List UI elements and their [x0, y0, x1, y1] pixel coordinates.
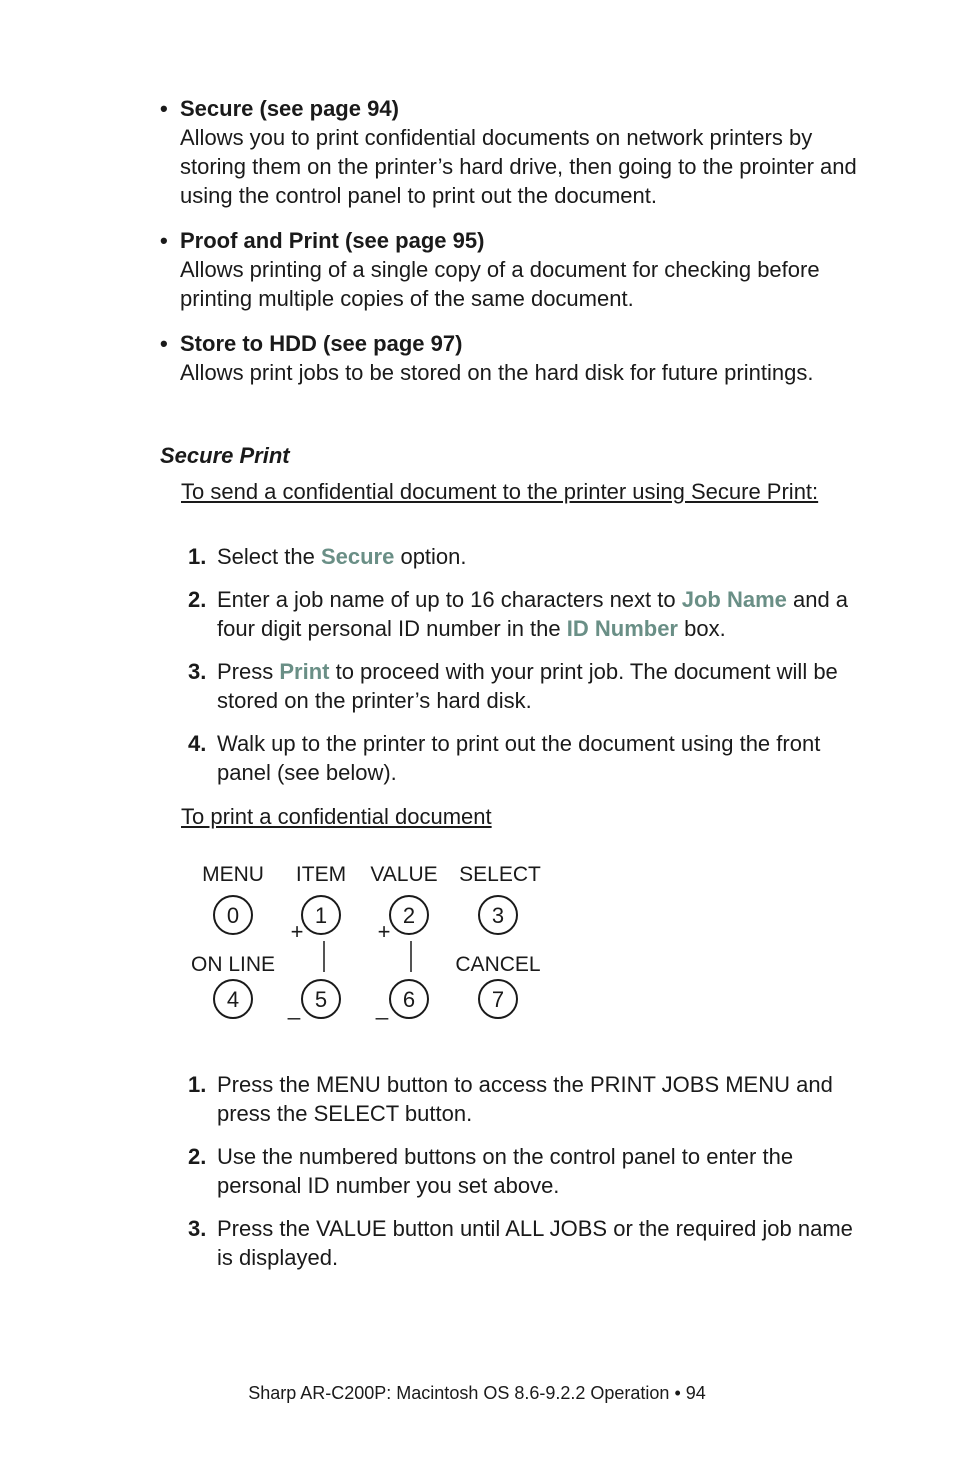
- bullet-marker: •: [160, 96, 168, 121]
- list-item: [160, 329, 860, 387]
- send-steps: [181, 542, 861, 801]
- step-number: 2.: [188, 587, 207, 612]
- step-text: option.: [394, 544, 467, 569]
- page-footer: Sharp AR-C200P: Macintosh OS 8.6-9.2.2 Operation • 94: [248, 1383, 706, 1403]
- control-panel-diagram: [181, 850, 561, 1030]
- step-number: 4.: [188, 731, 207, 756]
- online-button: [214, 980, 252, 1018]
- item-title: Proof and Print (see page 95): [180, 228, 485, 253]
- step-text: Select the: [217, 544, 321, 569]
- list-item: [160, 94, 860, 210]
- step-item: [181, 657, 861, 715]
- minus-sign: _: [287, 995, 301, 1020]
- item-description: Allows printing of a single copy of a document for checking before printing multiple copies of the same document.: [180, 257, 820, 311]
- value-label: VALUE: [370, 863, 438, 886]
- item-title: Store to HDD (see page 97): [180, 331, 463, 356]
- cancel-label: CANCEL: [455, 953, 541, 976]
- button-number: 6: [402, 987, 416, 1012]
- print-steps: [181, 1070, 861, 1286]
- plus-sign: +: [377, 919, 391, 944]
- select-label: SELECT: [459, 863, 541, 886]
- button-number: 4: [226, 987, 240, 1012]
- item-title: Secure (see page 94): [180, 96, 399, 121]
- step-number: 2.: [188, 1144, 207, 1169]
- step-text: Enter a job name of up to 16 characters next to: [217, 587, 682, 612]
- online-label: ON LINE: [190, 953, 276, 976]
- section-title: Secure Print: [160, 443, 290, 468]
- menu-button: [214, 896, 252, 934]
- step-text: Press the VALUE button until ALL JOBS or the required job name is displayed.: [217, 1216, 853, 1270]
- select-button: [479, 896, 517, 934]
- bullet-marker: •: [160, 331, 168, 356]
- bullet-marker: •: [160, 228, 168, 253]
- list-item: [160, 226, 860, 313]
- send-heading: To send a confidential document to the printer using Secure Print:: [181, 479, 819, 504]
- step-item: [181, 1142, 861, 1200]
- step-item: [181, 585, 861, 643]
- button-number: 2: [402, 903, 416, 928]
- menu-label: MENU: [202, 863, 264, 886]
- cancel-button: [479, 980, 517, 1018]
- step-text: to proceed with your print job. The document will be stored on the printer’s hard disk.: [217, 659, 838, 713]
- plus-sign: +: [290, 919, 304, 944]
- item-description: Allows print jobs to be stored on the hard disk for future printings.: [180, 360, 814, 385]
- step-item: [181, 1214, 861, 1272]
- step-item: [181, 729, 861, 787]
- item-description: Allows you to print confidential documents on network printers by storing them on the printer’s hard drive, then going to the prointer and using the control panel to print out the document.: [180, 125, 857, 208]
- button-number: 3: [491, 903, 505, 928]
- step-number: 1.: [188, 544, 207, 569]
- step-text: Press the MENU button to access the PRINT JOBS MENU and press the SELECT button.: [217, 1072, 833, 1126]
- value-button: [390, 896, 428, 934]
- step-item: [181, 542, 861, 571]
- ui-term: Print: [279, 659, 330, 684]
- step-text: Walk up to the printer to print out the document using the front panel (see below).: [217, 731, 821, 785]
- item-button: [302, 896, 340, 934]
- value-minus-button: [390, 980, 428, 1018]
- step-text: Press: [217, 659, 280, 684]
- item-minus-button: [302, 980, 340, 1018]
- step-number: 3.: [188, 1216, 207, 1241]
- ui-term: Job Name: [681, 587, 787, 612]
- ui-term: ID Number: [566, 616, 678, 641]
- item-label: ITEM: [295, 863, 347, 886]
- step-item: [181, 1070, 861, 1128]
- step-text: and a four digit personal ID number in the: [217, 587, 849, 641]
- button-number: 5: [314, 987, 328, 1012]
- step-text: Use the numbered buttons on the control panel to enter the personal ID number you set above.: [217, 1144, 794, 1198]
- print-heading: To print a confidential document: [181, 804, 492, 829]
- ui-term: Secure: [320, 544, 395, 569]
- minus-sign: _: [375, 995, 389, 1020]
- button-number: 1: [314, 903, 328, 928]
- step-number: 1.: [188, 1072, 207, 1097]
- step-number: 3.: [188, 659, 207, 684]
- step-text: box.: [678, 616, 726, 641]
- button-number: 0: [226, 903, 240, 928]
- button-number: 7: [491, 987, 505, 1012]
- feature-list: [160, 94, 860, 403]
